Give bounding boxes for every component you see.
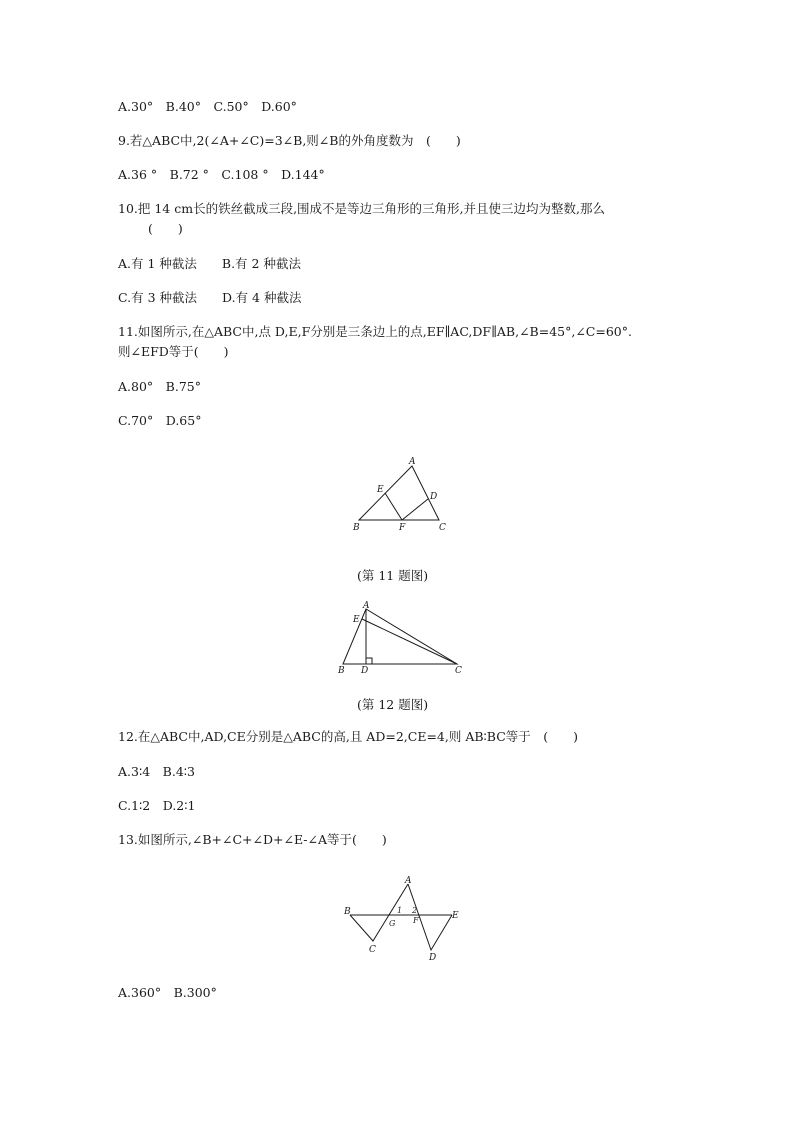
q12-label-a: A <box>363 601 370 611</box>
q10-stem-line1: 10.把 14 cm长的铁丝截成三段,围成不是等边三角形的三角形,并且使三边均为整数,那么 <box>118 201 606 216</box>
q13-label-angle-2: 2 <box>412 906 418 915</box>
q12-options-row2: C.1∶2 D.2∶1 <box>118 798 196 813</box>
q9-stem: 9.若△ABC中,2(∠A+∠C)=3∠B,则∠B的外角度数为 ( ) <box>118 133 461 148</box>
q11-segment-ef <box>385 493 402 520</box>
q9-options: A.36 ° B.72 ° C.108 ° D.144° <box>118 167 325 182</box>
q11-figure <box>340 452 460 537</box>
q12-figure-caption: (第 12 题图) <box>357 697 429 712</box>
q13-label-c: C <box>369 945 376 955</box>
q10-options-row2: C.有 3 种截法 D.有 4 种截法 <box>118 290 302 305</box>
q11-options-row2: C.70° D.65° <box>118 413 202 428</box>
q12-right-angle-mark <box>366 658 372 664</box>
q11-label-c: C <box>439 523 446 533</box>
q11-label-e: E <box>377 485 384 495</box>
q11-label-a: A <box>409 457 416 467</box>
q11-stem-line1: 11.如图所示,在△ABC中,点 D,E,F分别是三条边上的点,EF∥AC,DF∥AB,∠B=45°,∠C=60°. <box>118 324 632 339</box>
q12-label-b: B <box>338 666 345 676</box>
q12-label-e: E <box>353 615 360 625</box>
q11-label-f: F <box>399 523 406 533</box>
q11-options-row1: A.80° B.75° <box>118 379 201 394</box>
q12-altitude-ce <box>362 619 457 664</box>
q10-options-row1: A.有 1 种截法 B.有 2 种截法 <box>118 256 301 271</box>
q13-label-d: D <box>429 953 437 963</box>
q13-label-f: F <box>413 916 419 925</box>
q13-label-e: E <box>452 911 459 921</box>
q13-label-b: B <box>344 907 351 917</box>
q13-stem: 13.如图所示,∠B+∠C+∠D+∠E-∠A等于( ) <box>118 832 387 847</box>
q10-stem-line2: ( ) <box>148 221 183 236</box>
q12-label-d: D <box>361 666 369 676</box>
q13-label-g: G <box>389 919 396 928</box>
q11-figure-caption: (第 11 题图) <box>357 568 429 583</box>
q13-figure <box>340 872 465 964</box>
q11-stem-line2: 则∠EFD等于( ) <box>118 344 229 359</box>
q11-triangle-abc <box>359 466 439 520</box>
q11-label-b: B <box>353 523 360 533</box>
q11-segment-fd <box>402 499 428 520</box>
q12-label-c: C <box>455 666 462 676</box>
q13-label-a: A <box>405 876 412 886</box>
q11-label-d: D <box>430 492 438 502</box>
q12-stem: 12.在△ABC中,AD,CE分别是△ABC的高,且 AD=2,CE=4,则 AB∶BC等于 ( ) <box>118 729 579 744</box>
q13-options-row1: A.360° B.300° <box>118 985 217 1000</box>
q8-options: A.30° B.40° C.50° D.60° <box>118 99 297 114</box>
q12-figure <box>333 597 468 677</box>
q13-label-angle-1: 1 <box>397 906 403 915</box>
q12-options-row1: A.3∶4 B.4∶3 <box>118 764 195 779</box>
